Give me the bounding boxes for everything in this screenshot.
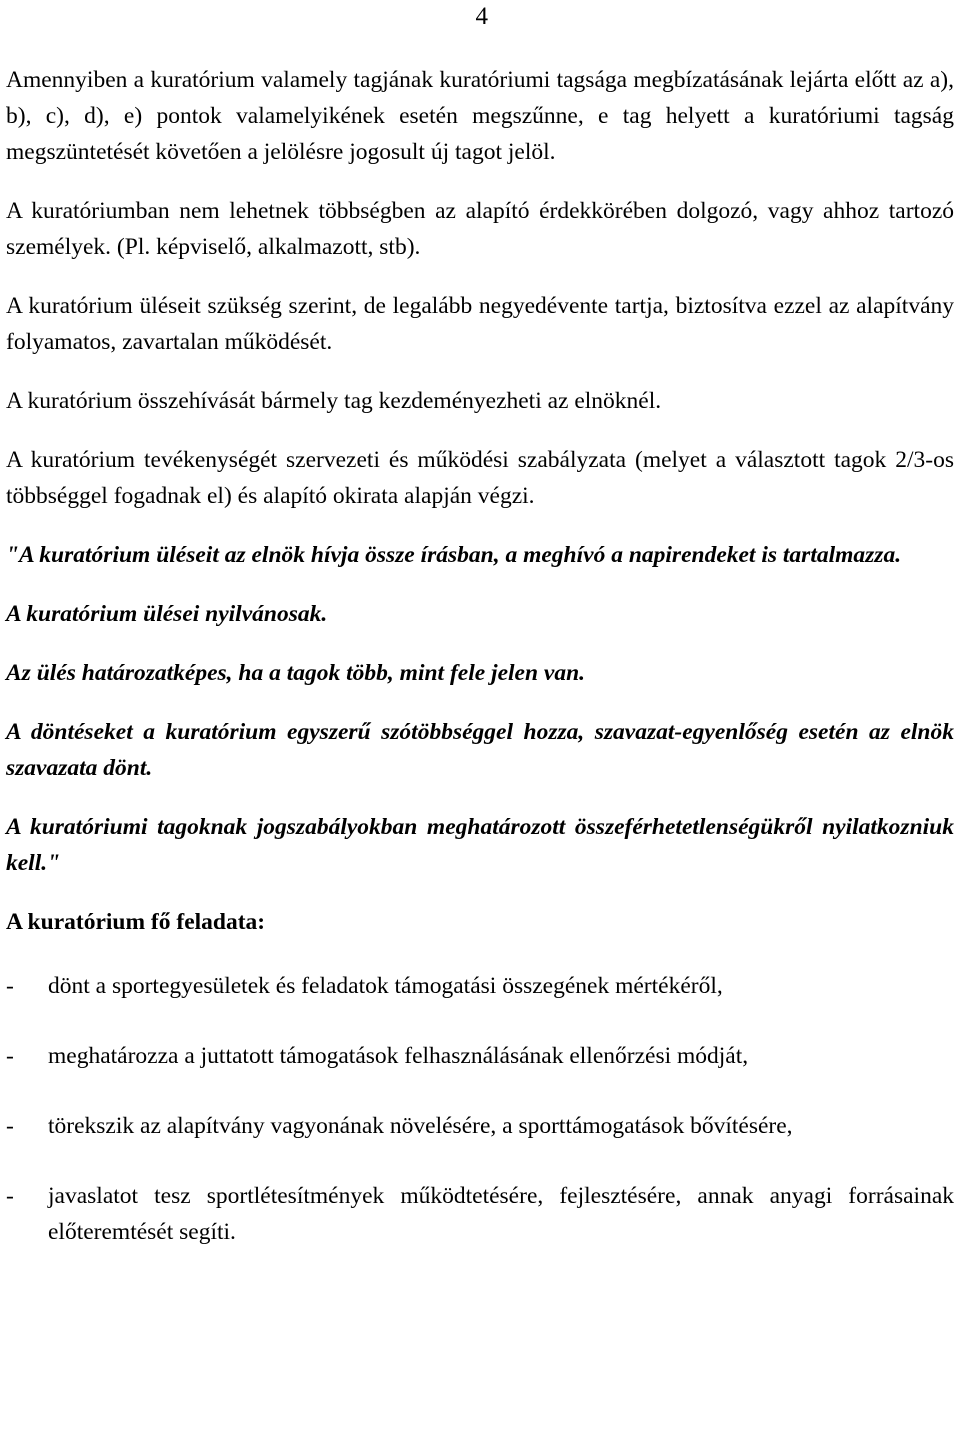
list-item-text: javaslatot tesz sportlétesítmények működtetésére, fejlesztésére, annak anyagi forrásainak előteremtését segíti. (48, 1183, 954, 1245)
paragraph-conflict-of-interest: A kuratóriumi tagoknak jogszabályokban meghatározott összeférhetetlenségükről nyilatkozniuk kell." (6, 814, 954, 876)
task-list (6, 968, 954, 1250)
list-dash: - (6, 1183, 14, 1209)
paragraph-decisions: A döntéseket a kuratórium egyszerű szótöbbséggel hozza, szavazat-egyenlőség esetén az elnök szavazata dönt. (6, 719, 954, 781)
list-item-text: törekszik az alapítvány vagyonának növelésére, a sporttámogatások bővítésére, (48, 1113, 793, 1139)
list-item (6, 1108, 954, 1144)
page-number: 4 (475, 3, 488, 30)
paragraph-quorum: Az ülés határozatképes, ha a tagok több, mint fele jelen van. (6, 660, 586, 686)
paragraph-operating-rules: A kuratórium tevékenységét szervezeti és működési szabályzata (melyet a választott tagok 2/3-os többséggel fogadnak el) és alapító okirata alapján végzi. (6, 447, 954, 509)
paragraph-invitation: "A kuratórium üléseit az elnök hívja össze írásban, a meghívó a napirendeket is tartalmazza. (6, 542, 902, 568)
list-item-text: dönt a sportegyesületek és feladatok támogatási összegének mértékéről, (48, 973, 723, 999)
list-item (6, 1178, 954, 1250)
paragraph-meeting-frequency: A kuratórium üléseit szükség szerint, de legalább negyedévente tartja, biztosítva ezzel az alapítvány folyamatos, zavartalan működését. (6, 293, 954, 355)
paragraph-convening: A kuratórium összehívását bármely tag kezdeményezheti az elnöknél. (6, 388, 662, 414)
list-dash: - (6, 1043, 14, 1069)
list-item (6, 1038, 954, 1074)
paragraph-member-replacement: Amennyiben a kuratórium valamely tagjának kuratóriumi tagsága megbízatásának lejárta előtt az a), b), c), d), e) pontok valamelyikének esetén megszűnne, e tag helyett a kuratóriumi tagság megszüntetését követően a jelölésre jogosult új tagot jelöl. (6, 67, 954, 165)
list-item-text: meghatározza a juttatott támogatások felhasználásának ellenőrzési módját, (48, 1043, 749, 1069)
list-dash: - (6, 1113, 14, 1139)
list-item (6, 968, 954, 1004)
document-body (6, 62, 954, 1284)
list-dash: - (6, 973, 14, 999)
paragraph-majority-restriction: A kuratóriumban nem lehetnek többségben az alapító érdekkörében dolgozó, vagy ahhoz tartozó személyek. (Pl. képviselő, alkalmazott, stb). (6, 198, 954, 260)
tasks-heading: A kuratórium fő feladata: (6, 909, 266, 935)
paragraph-public-meetings: A kuratórium ülései nyilvánosak. (6, 601, 328, 627)
